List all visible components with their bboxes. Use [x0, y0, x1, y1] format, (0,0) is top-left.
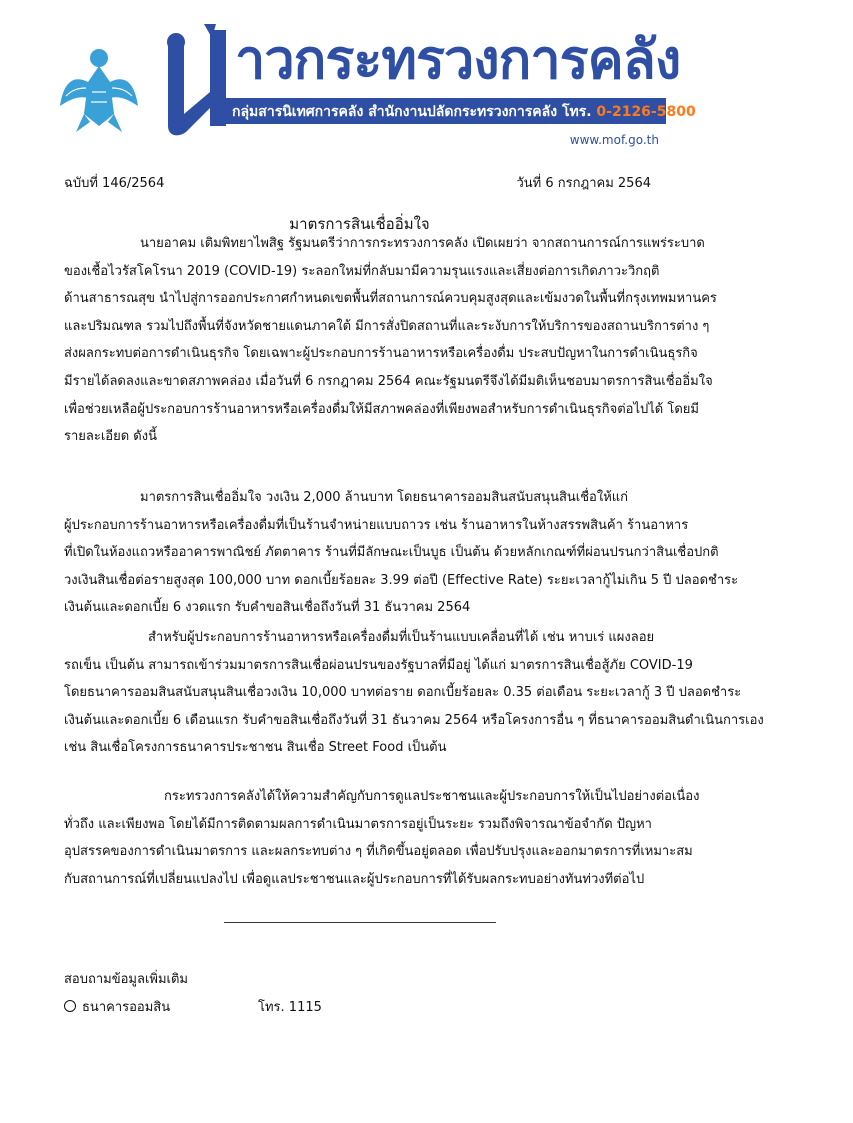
- paragraph-line: ส่งผลกระทบต่อการดำเนินธุรกิจ โดยเฉพาะผู้ประกอบการร้านอาหารหรือเครื่องดื่ม ประสบปัญหาในการดำเนินธุรกิจ: [64, 346, 698, 362]
- header-title: าวกระทรวงการคลัง: [235, 30, 681, 90]
- header-contact: [232, 101, 853, 123]
- paragraph-line: อุปสรรคของการดำเนินมาตรการ และผลกระทบต่าง ๆ ที่เกิดขึ้นอยู่ตลอด เพื่อปรับปรุงและออกมาตรการที่เหมาะสม: [64, 844, 693, 860]
- paragraph-line: กับสถานการณ์ที่เปลี่ยนแปลงไป เพื่อดูแลประชาชนและผู้ประกอบการที่ได้รับผลกระทบอย่างทันท่วงทีต่อไป: [64, 871, 645, 887]
- header-url[interactable]: www.mof.go.th: [569, 133, 659, 147]
- paragraph-line: รถเข็น เป็นต้น สามารถเข้าร่วมมาตรการสินเชื่อผ่อนปรนของรัฐบาลที่มีอยู่ ได้แก่ มาตรการสินเชื่อสู้ภัย COVID-19: [64, 657, 693, 673]
- paragraph-line: กระทรวงการคลังได้ให้ความสำคัญกับการดูแลประชาชนและผู้ประกอบการให้เป็นไปอย่างต่อเนื่อง: [164, 789, 700, 804]
- paragraph-2: [64, 484, 739, 622]
- paragraph-line: เช่น สินเชื่อโครงการธนาคารประชาชน สินเชื่อ Street Food เป็นต้น: [64, 740, 447, 756]
- paragraph-4: [64, 783, 700, 893]
- paragraph-line: เพื่อช่วยเหลือผู้ประกอบการร้านอาหารหรือเครื่องดื่มให้มีสภาพคล่องที่เพียงพอสำหรับการดำเนินธุรกิจต่อไปได้ โดยมี: [64, 401, 699, 417]
- contact-phone: โทร. 1115: [258, 1000, 322, 1015]
- bullet-circle-icon: [64, 1000, 76, 1012]
- paragraph-line: มาตรการสินเชื่ออิ่มใจ วงเงิน 2,000 ล้านบาท โดยธนาคารออมสินสนับสนุนสินเชื่อให้แก่: [140, 490, 629, 505]
- paragraph-line: รายละเอียด ดังนี้: [64, 429, 157, 445]
- header-fax: 0-2273-9763: [753, 104, 853, 120]
- garuda-emblem-icon: [58, 44, 140, 134]
- paragraph-line: มีรายได้ลดลงและขาดสภาพคล่อง เมื่อวันที่ 6 กรกฎาคม 2564 คณะรัฐมนตรีจึงได้มีมติเห็นชอบมาตรการสินเชื่ออิ่มใจ: [64, 373, 713, 389]
- contact-organization: [64, 996, 170, 1017]
- contact-heading: สอบถามข้อมูลเพิ่มเติม: [64, 972, 189, 987]
- header-contact-prefix: กลุ่มสารนิเทศการคลัง สำนักงานปลัดกระทรวงการคลัง โทร.: [232, 104, 592, 120]
- paragraph-3: [64, 624, 764, 762]
- paragraph-line: ด้านสาธารณสุข นำไปสู่การออกประกาศกำหนดเขตพื้นที่สถานการณ์ควบคุมสูงสุดและเข้มงวดในพื้นที่กรุงเทพมหานคร: [64, 291, 717, 307]
- paragraph-line: เงินต้นและดอกเบี้ย 6 งวดแรก รับคำขอสินเชื่อถึงวันที่ 31 ธันวาคม 2564: [64, 600, 471, 616]
- paragraph-1: [64, 230, 717, 451]
- paragraph-line: และปริมณฑล รวมไปถึงพื้นที่จังหวัดชายแดนภาคใต้ มีการสั่งปิดสถานที่และระงับการให้บริการของสถานบริการต่าง ๆ: [64, 318, 710, 334]
- paragraph-line: สำหรับผู้ประกอบการร้านอาหารหรือเครื่องดื่มที่เป็นร้านแบบเคลื่อนที่ได้ เช่น หาบเร่ แผงลอย: [148, 630, 655, 645]
- section-divider: [224, 922, 496, 923]
- paragraph-line: เงินต้นและดอกเบี้ย 6 เดือนแรก รับคำขอสินเชื่อถึงวันที่ 31 ธันวาคม 2564 หรือโครงการอื่น ๆ ที่ธนาคารออมสินดำเนินการเอง: [64, 712, 764, 728]
- header-phone: 0-2126-5800: [596, 104, 696, 120]
- paragraph-line: ผู้ประกอบการร้านอาหารหรือเครื่องดื่มที่เป็นร้านจำหน่ายแบบถาวร เช่น ร้านอาหารในห้างสรรพสินค้า ร้านอาหาร: [64, 517, 689, 533]
- contact-organization-name: ธนาคารออมสิน: [82, 1000, 171, 1015]
- paragraph-line: โดยธนาคารออมสินสนับสนุนสินเชื่อวงเงิน 10,000 บาทต่อราย ดอกเบี้ยร้อยละ 0.35 ต่อเดือน ระยะเวลากู้ 3 ปี ปลอดชำระ: [64, 685, 742, 701]
- release-date: วันที่ 6 กรกฎาคม 2564: [516, 176, 651, 191]
- paragraph-line: ที่เปิดในห้องแถวหรืออาคารพาณิชย์ ภัตตาคาร ร้านที่มีลักษณะเป็นบูธ เป็นต้น ด้วยหลักเกณฑ์ที่ผ่อนปรนกว่าสินเชื่อปกติ: [64, 545, 719, 561]
- header-fax-prefix: โทรสาร: [700, 104, 749, 120]
- paragraph-line: ทั่วถึง และเพียงพอ โดยได้มีการติดตามผลการดำเนินมาตรการอยู่เป็นระยะ รวมถึงพิจารณาข้อจำกัด ปัญหา: [64, 816, 652, 832]
- paragraph-line: วงเงินสินเชื่อต่อรายสูงสุด 100,000 บาท ดอกเบี้ยร้อยละ 3.99 ต่อปี (Effective Rate) ระยะเวลากู้ไม่เกิน 5 ปี ปลอดชำระ: [64, 572, 739, 588]
- paragraph-line: นายอาคม เติมพิทยาไพสิฐ รัฐมนตรีว่าการกระทรวงการคลัง เปิดเผยว่า จากสถานการณ์การแพร่ระบาด: [140, 236, 705, 251]
- document-title: มาตรการสินเชื่ออิ่มใจ: [289, 215, 430, 233]
- issue-number: ฉบับที่ 146/2564: [64, 176, 165, 191]
- letterhead: [0, 0, 853, 160]
- paragraph-line: ของเชื้อไวรัสโคโรนา 2019 (COVID-19) ระลอกใหม่ที่กลับมามีความรุนแรงและเสี่ยงต่อการเกิดภาวะวิกฤติ: [64, 263, 660, 279]
- logo-large-letter-icon: [150, 22, 232, 140]
